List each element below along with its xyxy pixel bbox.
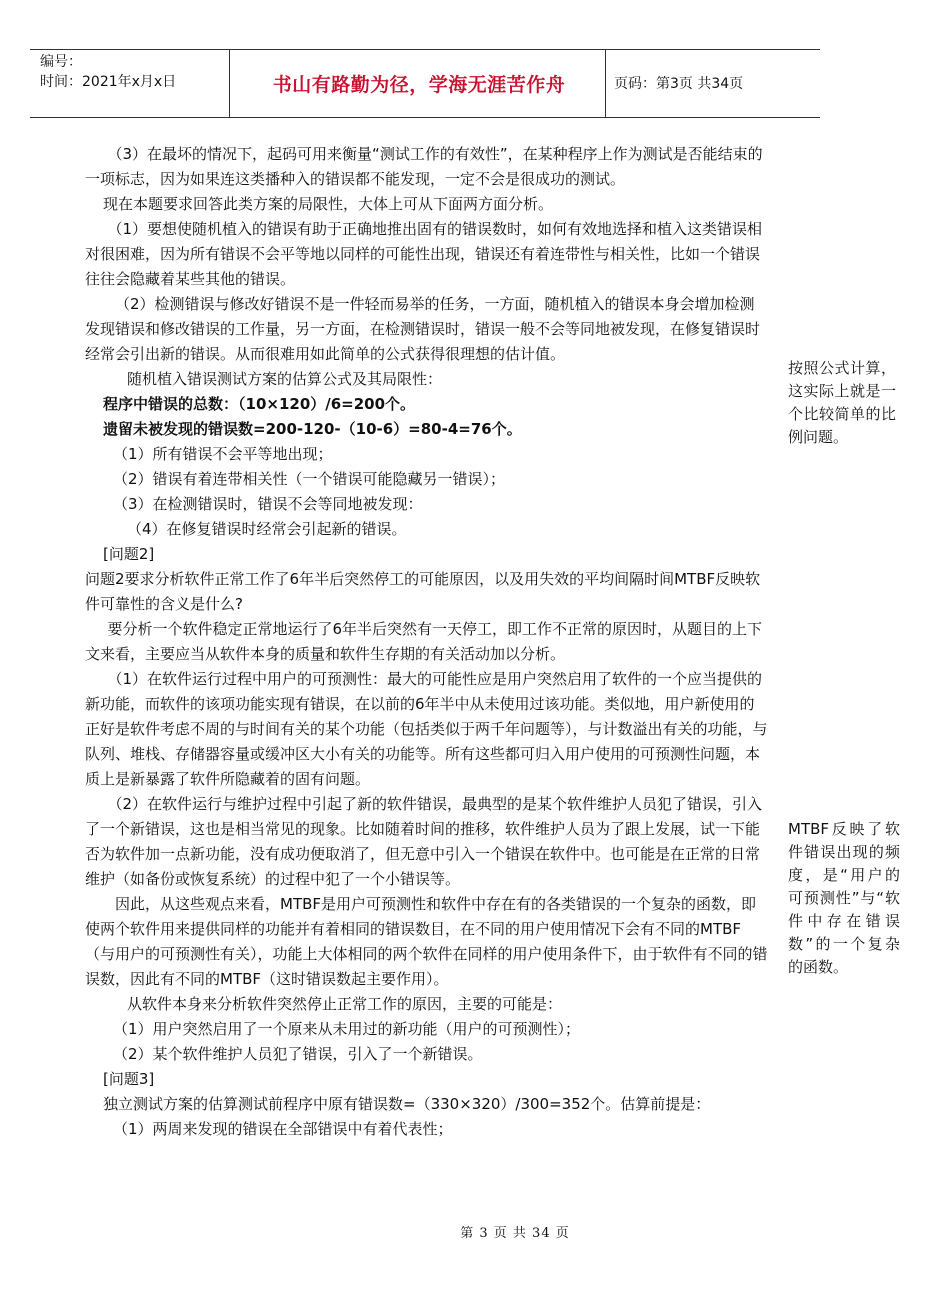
list-item: （2）错误有着连带相关性（一个错误可能隐藏另一错误）； bbox=[113, 470, 506, 488]
margin-note-formula: 按照公式计算，这实际上就是一个比较简单的比例问题。 bbox=[788, 359, 896, 446]
paragraph: （3）在最坏的情况下，起码可用来衡量“测试工作的有效性”，在某种程序上作为测试是否能结束的一项标志，因为如果连这类播种入的错误都不能发现，一定不会是很成功的测试。 bbox=[85, 145, 763, 188]
paragraph: （1）要想使随机植入的错误有助于正确地推出固有的错误数时，如何有效地选择和植入这类错误相对很困难，因为所有错误不会平等地以同样的可能性出现，错误还有着连带性与相关性，比如一个错误往往会隐藏着某些其他的错误。 bbox=[85, 220, 763, 288]
list-item: （2）某个软件维护人员犯了错误，引入了一个新错误。 bbox=[113, 1045, 483, 1063]
header-divider-left bbox=[229, 49, 230, 117]
list-item: （3）在检测错误时，错误不会等同地被发现： bbox=[113, 495, 423, 513]
header-bottom-rule bbox=[30, 117, 820, 118]
paragraph: （2）在软件运行与维护过程中引起了新的软件错误，最典型的是某个软件维护人员犯了错误，引入了一个新错误，这也是相当常见的现象。比如随着时间的推移，软件维护人员为了跟上发展，试一下能否为软件加一点新功能，没有成功便取消了，但无意中引入一个错误在软件中。也可能是在正常的日常维护（如备份或恢复系统）的过程中犯了一个小错误等。 bbox=[85, 795, 763, 888]
paragraph: （2）检测错误与修改好错误不是一件轻而易举的任务，一方面，随机植入的错误本身会增加检测发现错误和修改错误的工作量，另一方面，在检测错误时，错误一般不会等同地被发现，在修复错误时经常会引出新的错误。从而很难用如此简单的公式获得很理想的估计值。 bbox=[85, 295, 761, 363]
header-page-info: 页码：第3页 共34页 bbox=[614, 76, 744, 92]
margin-note-mtbf: MTBF反映了软件错误出现的频度，是“用户的可预测性”与“软件中存在错误数”的一个复杂的函数。 bbox=[788, 820, 900, 976]
time-label: 时间：2021年x月x日 bbox=[40, 74, 177, 90]
paragraph: 问题2要求分析软件正常工作了6年半后突然停工的可能原因，以及用失效的平均间隔时间MTBF反映软件可靠性的含义是什么? bbox=[85, 570, 761, 613]
list-item: （4）在修复错误时经常会引起新的错误。 bbox=[127, 520, 407, 538]
formula-total-errors: 程序中错误的总数：（10×120）/6=200个。 bbox=[103, 395, 416, 413]
list-item: （1）两周来发现的错误在全部错误中有着代表性； bbox=[113, 1120, 453, 1138]
page-footer: 第 3 页 共 34 页 bbox=[460, 1226, 570, 1241]
serial-label: 编号： bbox=[40, 54, 82, 70]
paragraph: （1）在软件运行过程中用户的可预测性：最大的可能性应是用户突然启用了软件的一个应当提供的新功能，而软件的该项功能实现有错误，在以前的6年半中从未使用过该功能。类似地，用户新使用的正好是软件考虑不周的与时间有关的某个功能（包括类似于两千年问题等），与计数溢出有关的功能，与队列、堆栈、存储器容量或缓冲区大小有关的功能等。所有这些都可归入用户使用的可预测性问题，本质上是新暴露了软件所隐藏着的固有问题。 bbox=[85, 670, 768, 788]
document-body bbox=[85, 142, 768, 1142]
paragraph: 要分析一个软件稳定正常地运行了6年半后突然有一天停工，即工作不正常的原因时，从题目的上下文来看，主要应当从软件本身的质量和软件生存期的有关活动加以分析。 bbox=[85, 620, 763, 663]
list-item: （1）所有错误不会平等地出现； bbox=[113, 445, 333, 463]
paragraph: 因此，从这些观点来看，MTBF是用户可预测性和软件中存在有的各类错误的一个复杂的函数，即使两个软件用来提供同样的功能并有着相同的错误数目，在不同的用户使用情况下会有不同的MTBF（与用户的可预测性有关），功能上大体相同的两个软件在同样的用户使用条件下，由于软件有不同的错误数，因此有不同的MTBF（这时错误数起主要作用）。 bbox=[85, 895, 768, 988]
header-meta bbox=[40, 52, 176, 92]
header-motto: 书山有路勤为径，学海无涯苦作舟 bbox=[272, 74, 566, 96]
header-top-rule bbox=[30, 49, 820, 50]
formula-remaining-errors: 遗留未被发现的错误数=200-120-（10-6）=80-4=76个。 bbox=[103, 420, 522, 438]
paragraph: 从软件本身来分析软件突然停止正常工作的原因，主要的可能是： bbox=[127, 995, 563, 1013]
header-divider-right bbox=[605, 49, 606, 117]
paragraph: 随机植入错误测试方案的估算公式及其局限性： bbox=[127, 370, 443, 388]
paragraph: 独立测试方案的估算测试前程序中原有错误数=（330×320）/300=352个。估算前提是： bbox=[103, 1095, 711, 1113]
paragraph: 现在本题要求回答此类方案的局限性，大体上可从下面两方面分析。 bbox=[103, 195, 554, 213]
section-heading-q2: [问题2] bbox=[103, 545, 155, 563]
section-heading-q3: [问题3] bbox=[103, 1070, 155, 1088]
list-item: （1）用户突然启用了一个原来从未用过的新功能（用户的可预测性）； bbox=[113, 1020, 581, 1038]
